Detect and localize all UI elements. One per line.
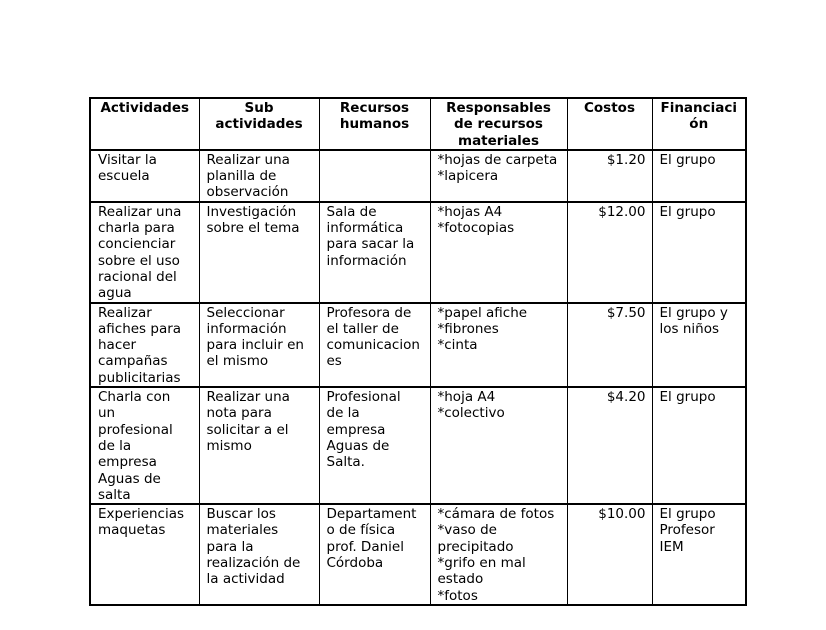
header-costos bbox=[567, 98, 652, 150]
header-actividades bbox=[90, 98, 199, 150]
header-responsables-materiales bbox=[430, 98, 567, 150]
cell-costo: $10.00 bbox=[567, 504, 652, 605]
cell-text-line: empresa bbox=[326, 421, 386, 438]
cell-sub-actividad bbox=[199, 150, 319, 202]
cell-text-line: Realizar bbox=[98, 304, 152, 321]
cell-recursos-materiales bbox=[430, 504, 567, 605]
cell-text-line: ón bbox=[689, 116, 709, 133]
cell-text-line: Profesora de bbox=[326, 304, 412, 321]
cell-actividad bbox=[90, 150, 199, 202]
cell-text-line: actividades bbox=[215, 116, 303, 133]
cell-actividad bbox=[90, 303, 199, 387]
cell-text-line: empresa bbox=[98, 454, 157, 471]
cell-text-line: solicitar a el bbox=[206, 421, 289, 438]
cell-text-line: Experiencias bbox=[98, 506, 185, 523]
cell-text-line: hacer bbox=[98, 337, 137, 354]
cell-text-line: *hoja A4 bbox=[437, 389, 496, 406]
cell-text-line: nota para bbox=[206, 405, 272, 422]
cell-text-line: materiales bbox=[458, 132, 539, 149]
cell-text-line: *cámara de fotos bbox=[437, 506, 555, 523]
cell-recursos-materiales bbox=[430, 387, 567, 504]
cell-text-line: humanos bbox=[339, 116, 410, 133]
cell-financiacion bbox=[652, 202, 746, 303]
cell-text-line: Sub bbox=[244, 100, 274, 116]
cell-text-line: Visitar la bbox=[98, 151, 157, 168]
cell-text-line: *vaso de bbox=[437, 522, 497, 539]
cell-text-line: *cinta bbox=[437, 337, 478, 354]
cell-sub-actividad bbox=[199, 387, 319, 504]
cell-text-line: El grupo bbox=[659, 151, 716, 168]
cell-text-line: IEM bbox=[659, 538, 684, 555]
cell-text-line: Actividades bbox=[100, 100, 190, 116]
cell-recursos-humanos bbox=[319, 202, 430, 303]
cell-text-line: Salta. bbox=[326, 454, 365, 471]
cell-text-line: Profesor bbox=[659, 522, 715, 539]
cell-text-line: El grupo bbox=[659, 203, 716, 220]
table-row bbox=[90, 387, 746, 504]
cell-text-line: afiches para bbox=[98, 320, 182, 337]
cell-text-line: precipitado bbox=[437, 538, 514, 555]
table-row bbox=[90, 150, 746, 202]
cell-text-line: concienciar bbox=[98, 236, 176, 253]
header-sub-actividades bbox=[199, 98, 319, 150]
cell-text-line: para la bbox=[206, 538, 254, 555]
cell-text-line: información bbox=[326, 252, 407, 269]
cell-text-line: *papel afiche bbox=[437, 304, 528, 321]
cell-sub-actividad bbox=[199, 303, 319, 387]
cell-actividad bbox=[90, 202, 199, 303]
cell-text-line: informática bbox=[326, 220, 404, 237]
cell-text-line: mismo bbox=[206, 437, 252, 454]
cell-text-line: planilla de bbox=[206, 168, 277, 185]
cell-text-line: Córdoba bbox=[326, 555, 384, 572]
cell-text-line: *fotos bbox=[437, 587, 478, 604]
cell-text-line: racional del bbox=[98, 268, 177, 285]
cell-text-line: El grupo bbox=[659, 506, 716, 523]
cell-text-line: Aguas de bbox=[98, 470, 161, 487]
cell-text-line: Aguas de bbox=[326, 437, 390, 454]
cell-text-line: Financiaci bbox=[660, 100, 738, 116]
cell-text-line: los niños bbox=[659, 320, 719, 337]
cell-text-line: para sacar la bbox=[326, 236, 415, 253]
cell-text-line: de recursos bbox=[454, 116, 543, 133]
cell-text-line: Realizar una bbox=[206, 151, 290, 168]
cell-text-line: publicitarias bbox=[98, 369, 181, 386]
cell-text-line: de la bbox=[98, 437, 132, 454]
cell-text-line: Seleccionar bbox=[206, 304, 285, 321]
cell-text-line: el mismo bbox=[206, 353, 269, 370]
cell-text-line: Costos bbox=[584, 100, 635, 116]
cell-recursos-humanos bbox=[319, 504, 430, 605]
cell-costo: $4.20 bbox=[567, 387, 652, 504]
cell-text-line: Investigación bbox=[206, 203, 297, 220]
cell-text-line: Charla con bbox=[98, 389, 171, 406]
cell-text-line: *grifo en mal bbox=[437, 555, 526, 572]
cell-text-line: un bbox=[98, 405, 116, 422]
cell-text-line: *hojas A4 bbox=[437, 203, 503, 220]
cell-text-line: campañas bbox=[98, 353, 168, 370]
cell-costo: $1.20 bbox=[567, 150, 652, 202]
cell-text-line: sobre el uso bbox=[98, 252, 180, 269]
cell-text-line: información bbox=[206, 320, 287, 337]
cell-text-line: para incluir en bbox=[206, 337, 304, 354]
cell-text-line: maquetas bbox=[98, 522, 166, 539]
cell-financiacion bbox=[652, 150, 746, 202]
table-row bbox=[90, 202, 746, 303]
cell-text-line: Buscar los bbox=[206, 506, 276, 523]
cell-text-line: comunicacion bbox=[326, 337, 420, 354]
cell-text-line: *hojas de carpeta bbox=[437, 151, 558, 168]
cell-text-line: estado bbox=[437, 571, 484, 588]
table-row bbox=[90, 303, 746, 387]
activities-table bbox=[89, 97, 747, 606]
cell-costo: $7.50 bbox=[567, 303, 652, 387]
cell-text-line: charla para bbox=[98, 220, 175, 237]
cell-text-line: *colectivo bbox=[437, 405, 505, 422]
cell-text-line: realización de bbox=[206, 555, 301, 572]
cell-financiacion bbox=[652, 303, 746, 387]
cell-text-line: Departament bbox=[326, 506, 417, 523]
cell-text-line: Realizar una bbox=[206, 389, 290, 406]
cell-financiacion bbox=[652, 387, 746, 504]
cell-text-line: El grupo bbox=[659, 389, 716, 406]
cell-recursos-humanos bbox=[319, 150, 430, 202]
cell-text-line: salta bbox=[98, 486, 131, 503]
cell-text-line: Realizar una bbox=[98, 203, 182, 220]
cell-text-line: Sala de bbox=[326, 203, 377, 220]
cell-text-line: o de física bbox=[326, 522, 396, 539]
cell-text-line: sobre el tema bbox=[206, 220, 300, 237]
table-header-row bbox=[90, 98, 746, 150]
cell-costo: $12.00 bbox=[567, 202, 652, 303]
cell-financiacion bbox=[652, 504, 746, 605]
header-financiacion bbox=[652, 98, 746, 150]
cell-text-line: Profesional bbox=[326, 389, 401, 406]
cell-sub-actividad bbox=[199, 504, 319, 605]
cell-text-line: *fotocopias bbox=[437, 220, 515, 237]
cell-text-line: *fibrones bbox=[437, 320, 499, 337]
cell-text-line: profesional bbox=[98, 421, 173, 438]
cell-recursos-materiales bbox=[430, 303, 567, 387]
cell-text-line: el taller de bbox=[326, 320, 399, 337]
cell-text-line: es bbox=[326, 353, 342, 370]
cell-text-line: Recursos bbox=[339, 100, 410, 116]
cell-recursos-humanos bbox=[319, 387, 430, 504]
cell-text-line: prof. Daniel bbox=[326, 538, 404, 555]
cell-recursos-humanos bbox=[319, 303, 430, 387]
cell-actividad bbox=[90, 387, 199, 504]
cell-text-line: la actividad bbox=[206, 571, 285, 588]
cell-recursos-materiales bbox=[430, 202, 567, 303]
cell-text-line: escuela bbox=[98, 168, 150, 185]
cell-text-line: *lapicera bbox=[437, 168, 499, 185]
table-row bbox=[90, 504, 746, 605]
header-recursos-humanos bbox=[319, 98, 430, 150]
cell-text-line: materiales bbox=[206, 522, 279, 539]
cell-text-line: El grupo y bbox=[659, 304, 728, 321]
cell-text-line: de la bbox=[326, 405, 360, 422]
cell-recursos-materiales bbox=[430, 150, 567, 202]
cell-actividad bbox=[90, 504, 199, 605]
cell-sub-actividad bbox=[199, 202, 319, 303]
cell-text-line: agua bbox=[98, 285, 132, 302]
cell-text-line: observación bbox=[206, 184, 289, 201]
cell-text-line: Responsables bbox=[446, 100, 551, 116]
